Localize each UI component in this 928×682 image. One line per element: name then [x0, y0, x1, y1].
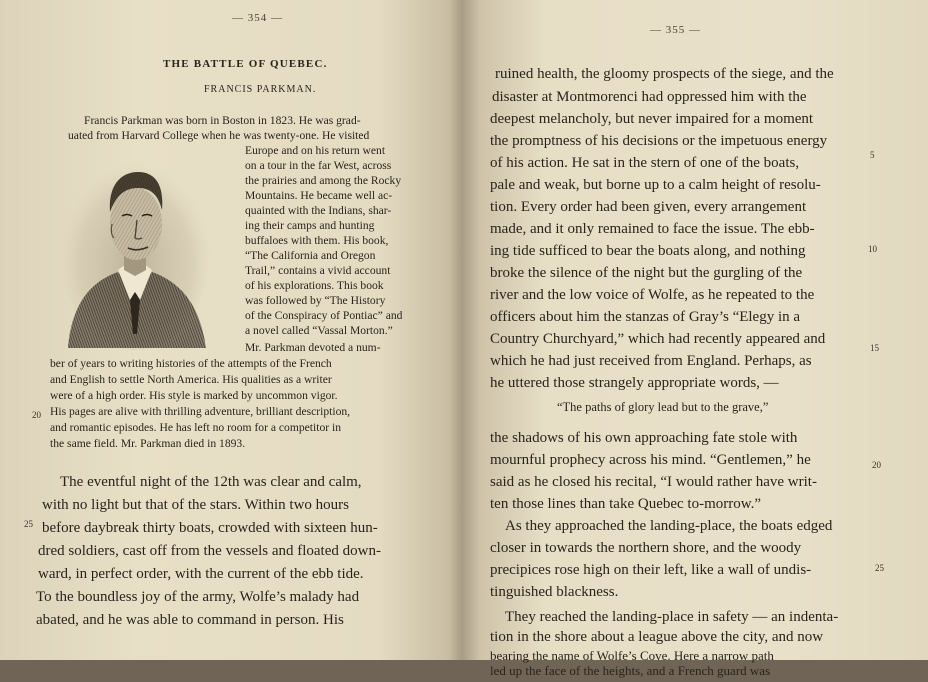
bio-line: buffaloes with them. His book, — [245, 234, 389, 247]
line-number-margin: 25 — [24, 519, 33, 529]
bio-line: Europe and on his return went — [245, 144, 386, 157]
bio-line: Francis Parkman was born in Boston in 1823. He was grad- — [84, 114, 361, 127]
line-number-margin: 15 — [870, 343, 879, 353]
text-line: made, and it only remained to face the issue. The ebb- — [490, 221, 815, 237]
text-line: They reached the landing-place in safety — an indenta- — [505, 609, 839, 625]
right-page — [462, 0, 928, 678]
bio-line: and English to settle North America. His qualities as a writer — [50, 373, 332, 386]
text-line: As they approached the landing-place, the boats edged — [505, 518, 833, 534]
text-line: officers about him the stanzas of Gray’s “Elegy in a — [490, 309, 801, 325]
text-line: tinguished blackness. — [490, 584, 619, 600]
text-line: he uttered those strangely appropriate words, — — [490, 375, 779, 391]
text-line: tion in the shore about a league above the city, and now — [490, 629, 824, 645]
bio-line: uated from Harvard College when he was twenty-one. He visited — [68, 129, 370, 142]
author-heading: FRANCIS PARKMAN. — [204, 84, 317, 95]
bio-line: the prairies and among the Rocky — [245, 174, 402, 187]
poem-quote: “The paths of glory lead but to the grave,” — [557, 400, 769, 414]
text-line: of his action. He sat in the stern of one of the boats, — [490, 155, 800, 171]
left-page — [0, 0, 462, 660]
bio-line: “The California and Oregon — [245, 249, 376, 262]
text-line: led up the face of the heights, and a French guard was — [490, 663, 771, 678]
text-line: pale and weak, but borne up to a calm height of resolu- — [490, 177, 821, 193]
bio-line: Mountains. He became well ac- — [245, 189, 393, 202]
text-line: river and the low voice of Wolfe, as he repeated to the — [490, 287, 815, 303]
chapter-title: THE BATTLE OF QUEBEC. — [163, 58, 328, 70]
line-number-margin: 25 — [875, 563, 884, 573]
bio-line: the same field. Mr. Parkman died in 1893. — [50, 437, 246, 450]
text-line: said as he closed his recital, “I would rather have writ- — [490, 474, 817, 490]
line-number-margin: 20 — [32, 410, 41, 420]
author-portrait-image — [60, 154, 210, 348]
bio-line: was followed by “The History — [245, 294, 386, 307]
bio-line: ing their camps and hunting — [245, 219, 375, 232]
text-line: dred soldiers, cast off from the vessels and floated down- — [38, 543, 381, 559]
text-line: the promptness of his decisions or the impetuous energy — [490, 133, 828, 149]
bio-line: His pages are alive with thrilling adventure, brilliant description, — [50, 405, 351, 418]
line-number-margin: 10 — [868, 244, 877, 254]
bio-line: of the Conspiracy of Pontiac” and — [245, 309, 403, 322]
text-line: tion. Every order had been given, every arrangement — [490, 199, 807, 215]
page-number-right: — 355 — — [650, 24, 701, 36]
text-line: ing tide sufficed to bear the boats along, and nothing — [490, 243, 806, 259]
text-line: ten those lines than take Quebec to-morrow.” — [490, 496, 762, 512]
text-line: before daybreak thirty boats, crowded with sixteen hun- — [42, 520, 378, 536]
text-line: ward, in perfect order, with the current of the ebb tide. — [38, 566, 364, 582]
line-number-margin: 20 — [872, 460, 881, 470]
bio-line: Mr. Parkman devoted a num- — [245, 341, 381, 354]
bio-line: ber of years to writing histories of the attempts of the French — [50, 357, 332, 370]
bio-line: Trail,” contains a vivid account — [245, 264, 391, 277]
text-line: The eventful night of the 12th was clear and calm, — [60, 474, 362, 490]
page-number-left: — 354 — — [232, 12, 283, 24]
text-line: deepest melancholy, but never impaired for a moment — [490, 111, 814, 127]
bio-line: on a tour in the far West, across — [245, 159, 392, 172]
text-line: mournful prophecy across his mind. “Gentlemen,” he — [490, 452, 811, 468]
text-line: with no light but that of the stars. Within two hours — [42, 497, 350, 513]
text-line: Country Churchyard,” which had recently appeared and — [490, 331, 826, 347]
line-number-margin: 5 — [870, 150, 875, 160]
bio-line: were of a high order. His style is marked by uncommon vigor. — [50, 389, 338, 402]
text-line: precipices rose high on their left, like a wall of undis- — [490, 562, 812, 578]
text-line: bearing the name of Wolfe’s Cove. Here a narrow path — [490, 648, 774, 663]
bio-line: of his explorations. This book — [245, 279, 384, 292]
text-line: the shadows of his own approaching fate stole with — [490, 430, 798, 446]
bio-line: a novel called “Vassal Morton.” — [245, 324, 393, 337]
text-line: disaster at Montmorenci had oppressed him with the — [492, 89, 807, 105]
text-line: abated, and he was able to command in person. His — [36, 612, 344, 628]
text-line: closer in towards the northern shore, and the woody — [490, 540, 802, 556]
text-line: ruined health, the gloomy prospects of the siege, and the — [495, 66, 834, 82]
bio-line: and romantic episodes. He has left no room for a competitor in — [50, 421, 342, 434]
text-line: To the boundless joy of the army, Wolfe’s malady had — [36, 589, 360, 605]
bio-line: quainted with the Indians, shar- — [245, 204, 392, 217]
text-line: which he had just received from England. Perhaps, as — [490, 353, 812, 369]
text-line: broke the silence of the night but the gurgling of the — [490, 265, 803, 281]
